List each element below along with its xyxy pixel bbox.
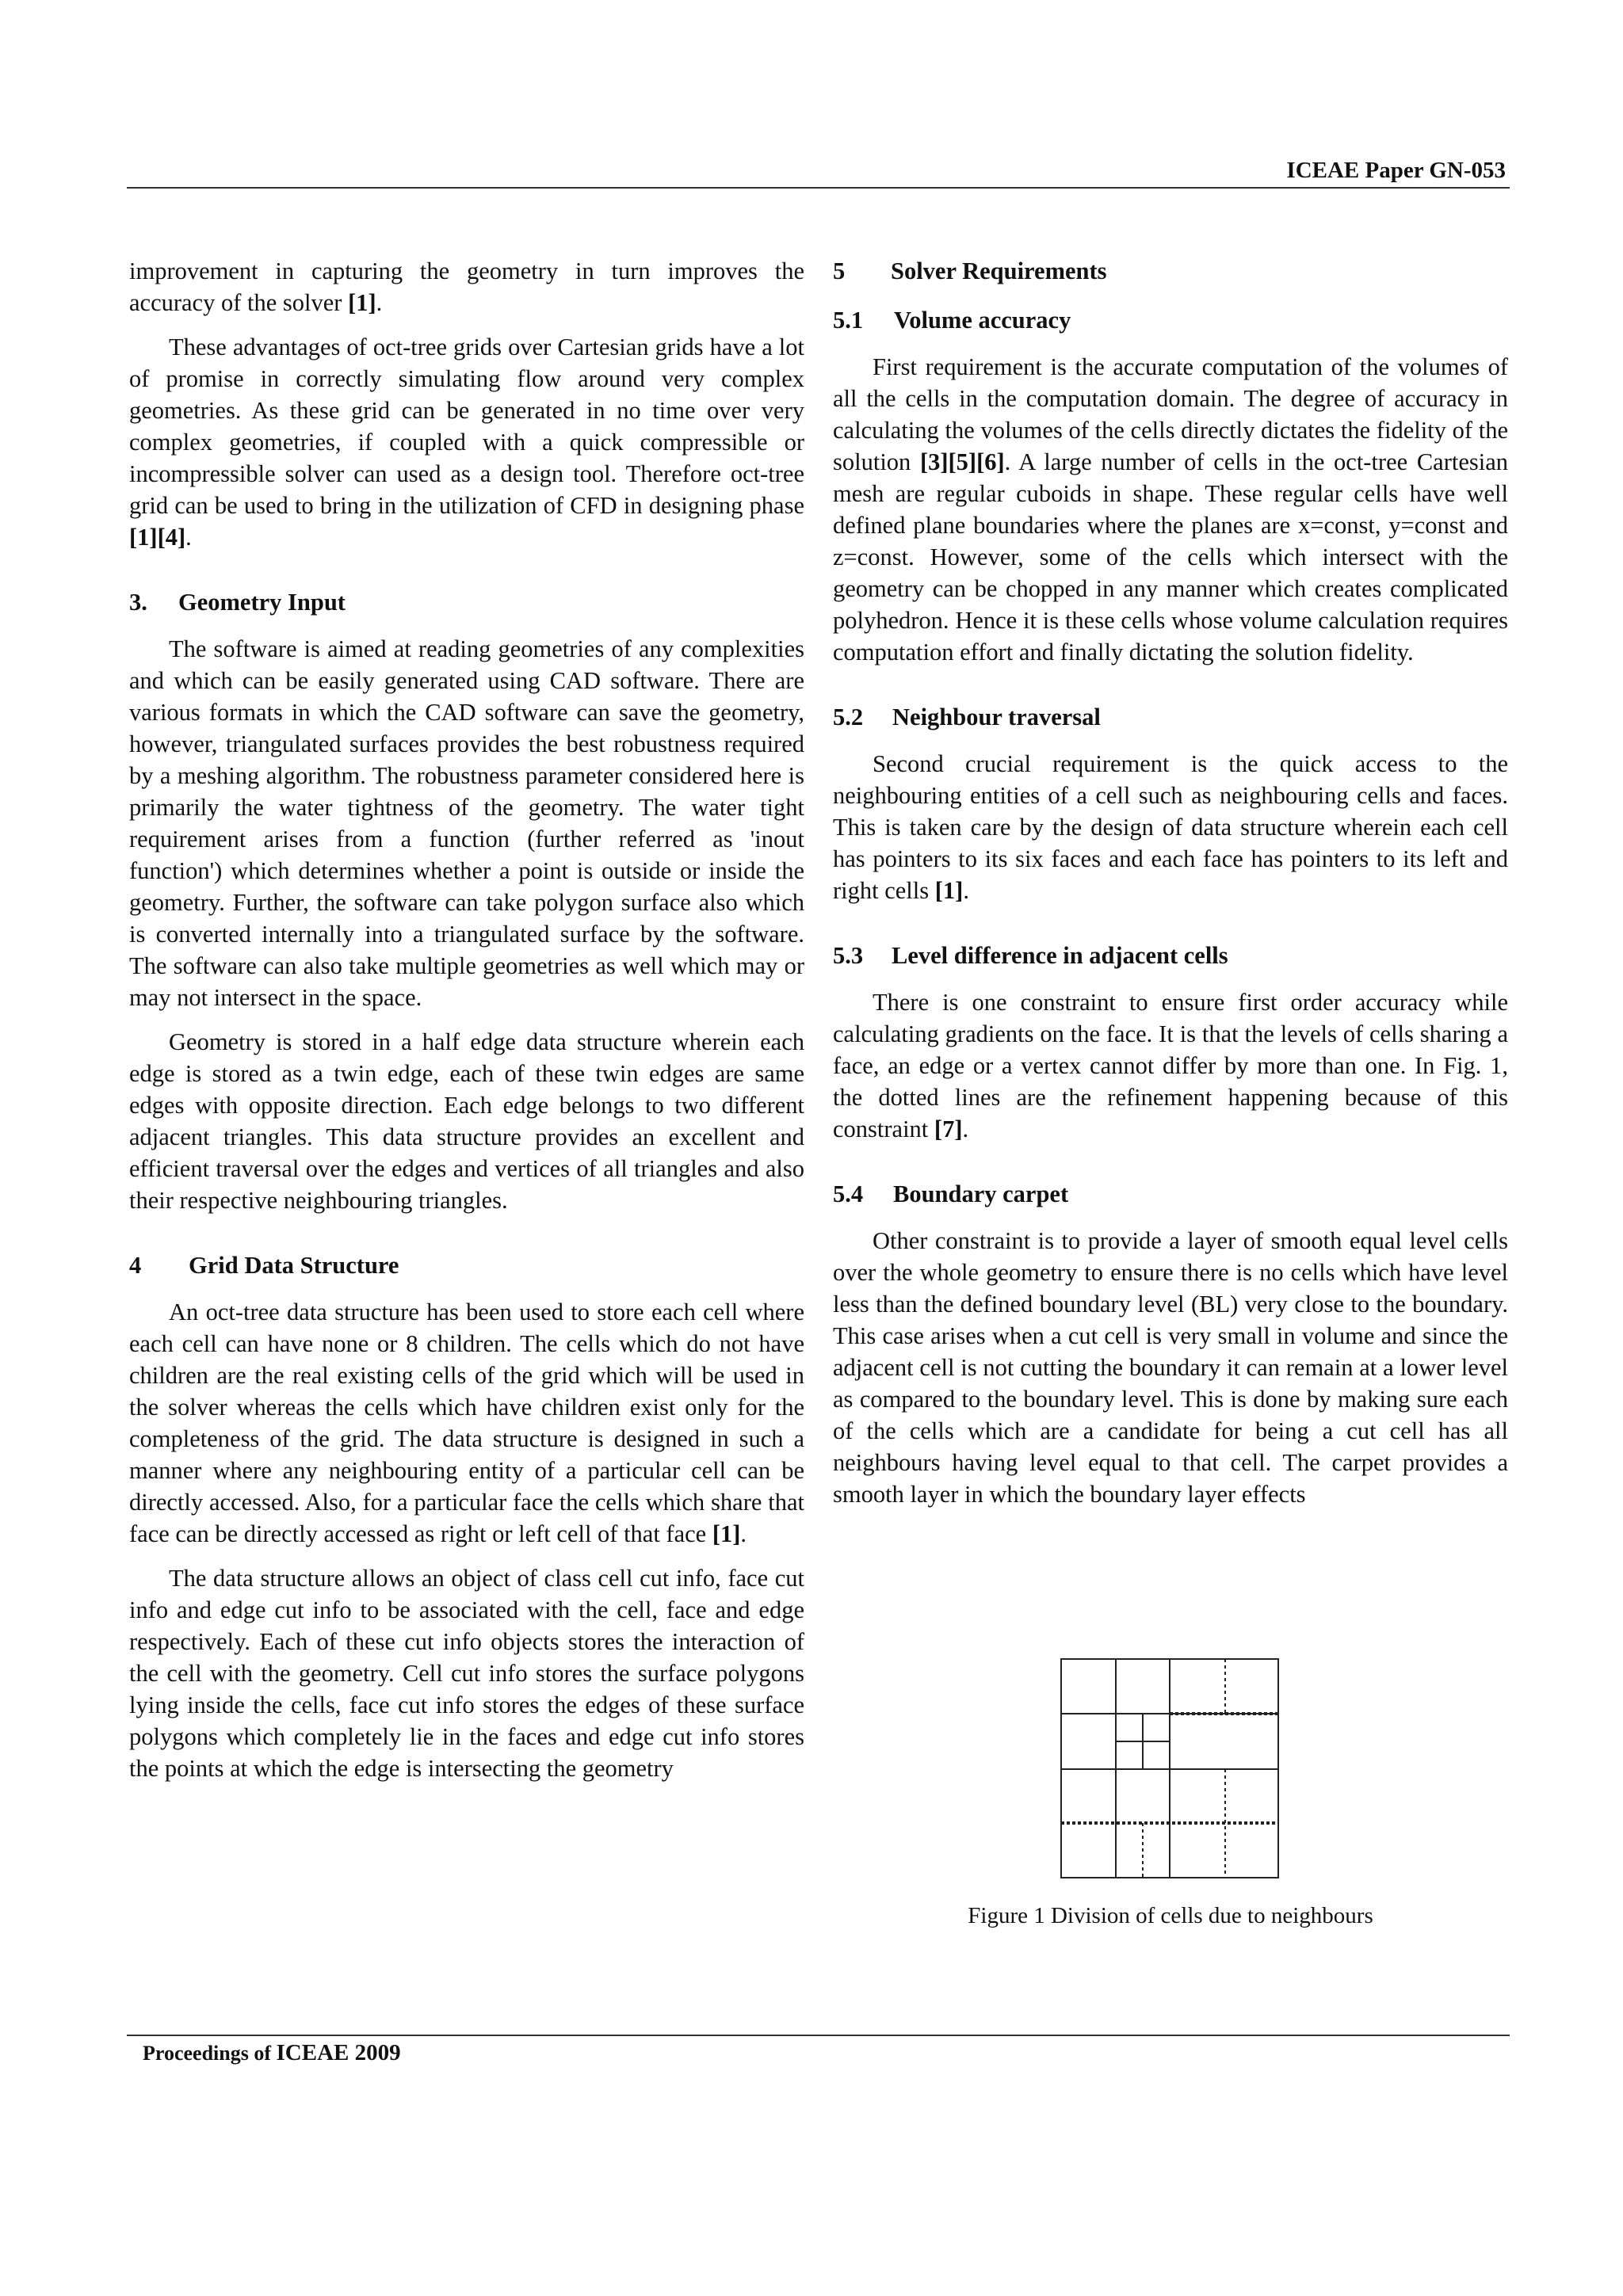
section-heading-grid-data-structure: 4 Grid Data Structure [129,1252,399,1279]
right-column [833,255,1508,1523]
citation: [1] [712,1520,741,1547]
citation: [1] [934,877,964,904]
citation: [1] [348,289,376,316]
section-heading-geometry-input: 3. Geometry Input [129,589,346,616]
subsection-heading-neighbour-traversal: 5.2 Neighbour traversal [833,704,1101,730]
citation: [3][5][6] [919,448,1005,475]
left-paragraph-6: The data structure allows an object of class cell cut info, face cut info and edge cut info to be associated with the cell, face and edge respectively. Each of these cut info objects stores the interaction of the cell with the geometry. Cell cut info stores the surface polygons lying inside the cells, face cut info stores the edges of these surface polygons which completely lie in the faces and edge cut info stores the points at which the edge is intersecting the geometry [129,1565,804,1782]
subsection-heading-level-difference: 5.3 Level difference in adjacent cells [833,942,1228,969]
header-rule [127,187,1510,189]
left-paragraph-5: An oct-tree data structure has been used to store each cell where each cell can have none or 8 children. The cells which do not have children are the real existing cells of the grid which will be used in the solver whereas the cells which have children exist only for the completeness of the grid. The data structure is designed in such a manner where any neighbouring entity of a particular cell can be directly accessed. Also, for a particular face the cells which share that face can be directly accessed as right or left cell of that face [1]. [129,1299,804,1547]
left-paragraph-4: Geometry is stored in a half edge data structure wherein each edge is stored as a twin edge, each of these twin edges are same edges with opposite direction. Each edge belongs to two different adjacent triangles. This data structure provides an excellent and efficient traversal over the edges and vertices of all triangles and also their respective neighbouring triangles. [129,1028,804,1214]
cell-division-figure [1060,1658,1279,1878]
subsection-heading-volume-accuracy: 5.1 Volume accuracy [833,307,1071,334]
right-paragraph-2: Second crucial requirement is the quick access to the neighbouring entities of a cell such as neighbouring cells and faces. This is taken care by the design of data structure wherein each cell has pointers to its six faces and each face has pointers to its left and right cells [1]. [833,750,1508,904]
footer-proceedings: Proceedings of ICEAE 2009 [143,2040,401,2065]
right-paragraph-3: There is one constraint to ensure first order accuracy while calculating gradients on the face. It is that the levels of cells sharing a face, an edge or a vertex cannot differ by more than one. In Fig. 1, the dotted lines are the refinement happening because of this constraint [7]. [833,989,1508,1142]
figure-caption: Figure 1 Division of cells due to neighbours [968,1903,1373,1928]
citation: [7] [934,1116,963,1142]
citation: [1][4] [129,524,186,551]
footer-rule [127,2035,1510,2036]
right-paragraph-1: First requirement is the accurate computation of the volumes of all the cells in the computation domain. The degree of accuracy in calculating the volumes of the cells directly dictates the fidelity of the solution [3][5][6]. A large number of cells in the oct-tree Cartesian mesh are regular cuboids in shape. These regular cells have well defined plane boundaries where the planes are x=const, y=const and z=const. However, some of the cells which intersect with the geometry can be chopped in any manner which creates complicated polyhedron. Hence it is these cells whose volume calculation requires computation effort and finally dictating the solution fidelity. [833,353,1508,666]
subsection-heading-boundary-carpet: 5.4 Boundary carpet [833,1180,1069,1207]
section-heading-solver-requirements: 5 Solver Requirements [833,257,1107,284]
left-column [129,255,804,1797]
left-paragraph-1: improvement in capturing the geometry in turn improves the accuracy of the solver [1]. [129,257,804,316]
left-paragraph-3: The software is aimed at reading geometries of any complexities and which can be easily generated using CAD software. There are various formats in which the CAD software can save the geometry, however, triangulated surfaces provides the best robustness required by a meshing algorithm. The robustness parameter considered here is primarily the water tightness of the geometry. The water tight requirement arises from a function (further referred as 'inout function') which determines whether a point is outside or inside the geometry. Further, the software can take polygon surface also which is converted internally into a triangulated surface by the software. The software can also take multiple geometries as well which may or may not intersect in the space. [129,635,804,1011]
right-paragraph-4: Other constraint is to provide a layer of smooth equal level cells over the whole geometry to ensure there is no cells which have level less than the defined boundary level (BL) very close to the boundary. This case arises when a cut cell is very small in volume and since the adjacent cell is not cutting the boundary it can remain at a lower level as compared to the boundary level. This is done by making sure each of the cells which are a candidate for being a cut cell has all neighbours having level equal to that cell. The carpet provides a smooth layer in which the boundary layer effects [833,1227,1508,1508]
paper-id-header: ICEAE Paper GN-053 [1286,158,1506,183]
left-paragraph-2: These advantages of oct-tree grids over Cartesian grids have a lot of promise in correctly simulating flow around very complex geometries. As these grid can be generated in no time over very complex geometries, if coupled with a quick compressible or incompressible solver can used as a design tool. Therefore oct-tree grid can be used to bring in the utilization of CFD in designing phase [1][4]. [129,334,804,551]
